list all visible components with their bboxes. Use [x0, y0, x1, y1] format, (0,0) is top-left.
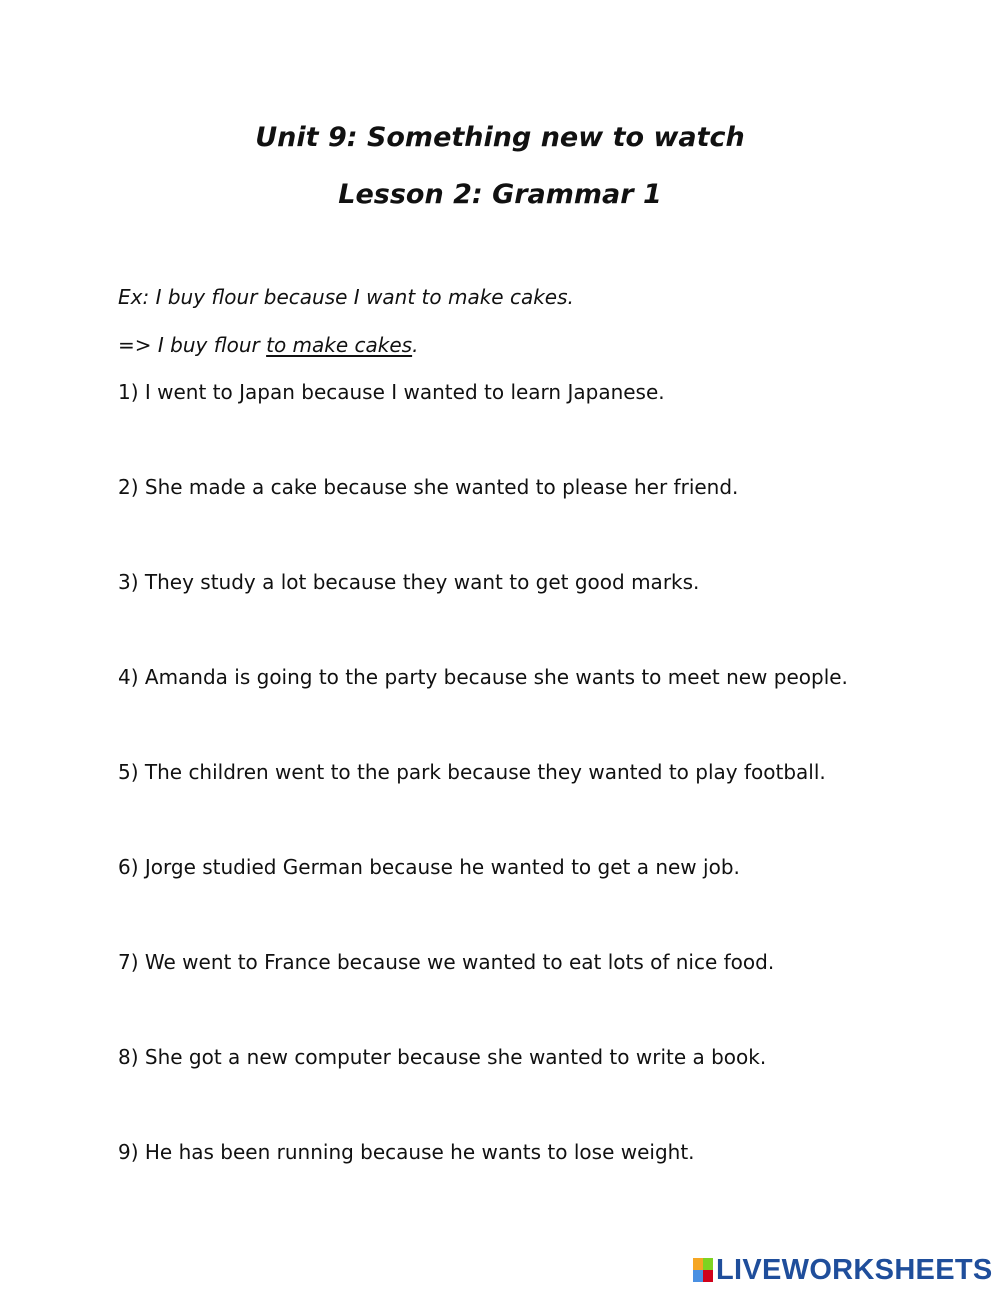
lesson-title: Lesson 2: Grammar 1	[338, 179, 662, 210]
logo-square-orange	[693, 1258, 703, 1270]
liveworksheets-logo[interactable]	[693, 1253, 993, 1286]
exercise-8: 8) She got a new computer because she wanted to write a book.	[118, 1045, 767, 1069]
exercise-7: 7) We went to France because we wanted to eat lots of nice food.	[118, 950, 775, 974]
liveworksheets-logo-icon	[693, 1258, 713, 1282]
example-answer-prefix: => I buy flour	[118, 333, 267, 357]
exercise-6: 6) Jorge studied German because he wanted to get a new job.	[118, 855, 740, 879]
example-answer-underlined: to make cakes	[266, 333, 413, 357]
exercise-1: 1) I went to Japan because I wanted to learn Japanese.	[118, 380, 665, 404]
exercise-3: 3) They study a lot because they want to get good marks.	[118, 570, 700, 594]
exercise-2: 2) She made a cake because she wanted to please her friend.	[118, 475, 739, 499]
example-answer-suffix: .	[412, 333, 419, 357]
example-question: Ex: I buy flour because I want to make cakes.	[118, 285, 574, 309]
exercise-9: 9) He has been running because he wants to lose weight.	[118, 1140, 695, 1164]
logo-square-blue	[693, 1270, 703, 1282]
exercise-5: 5) The children went to the park because they wanted to play football.	[118, 760, 826, 784]
exercise-4: 4) Amanda is going to the party because she wants to meet new people.	[118, 665, 848, 689]
logo-text: LIVEWORKSHEETS	[716, 1253, 993, 1286]
logo-square-green	[703, 1258, 713, 1270]
unit-title: Unit 9: Something new to watch	[255, 122, 745, 153]
example-answer	[118, 335, 418, 355]
logo-square-red	[703, 1270, 713, 1282]
